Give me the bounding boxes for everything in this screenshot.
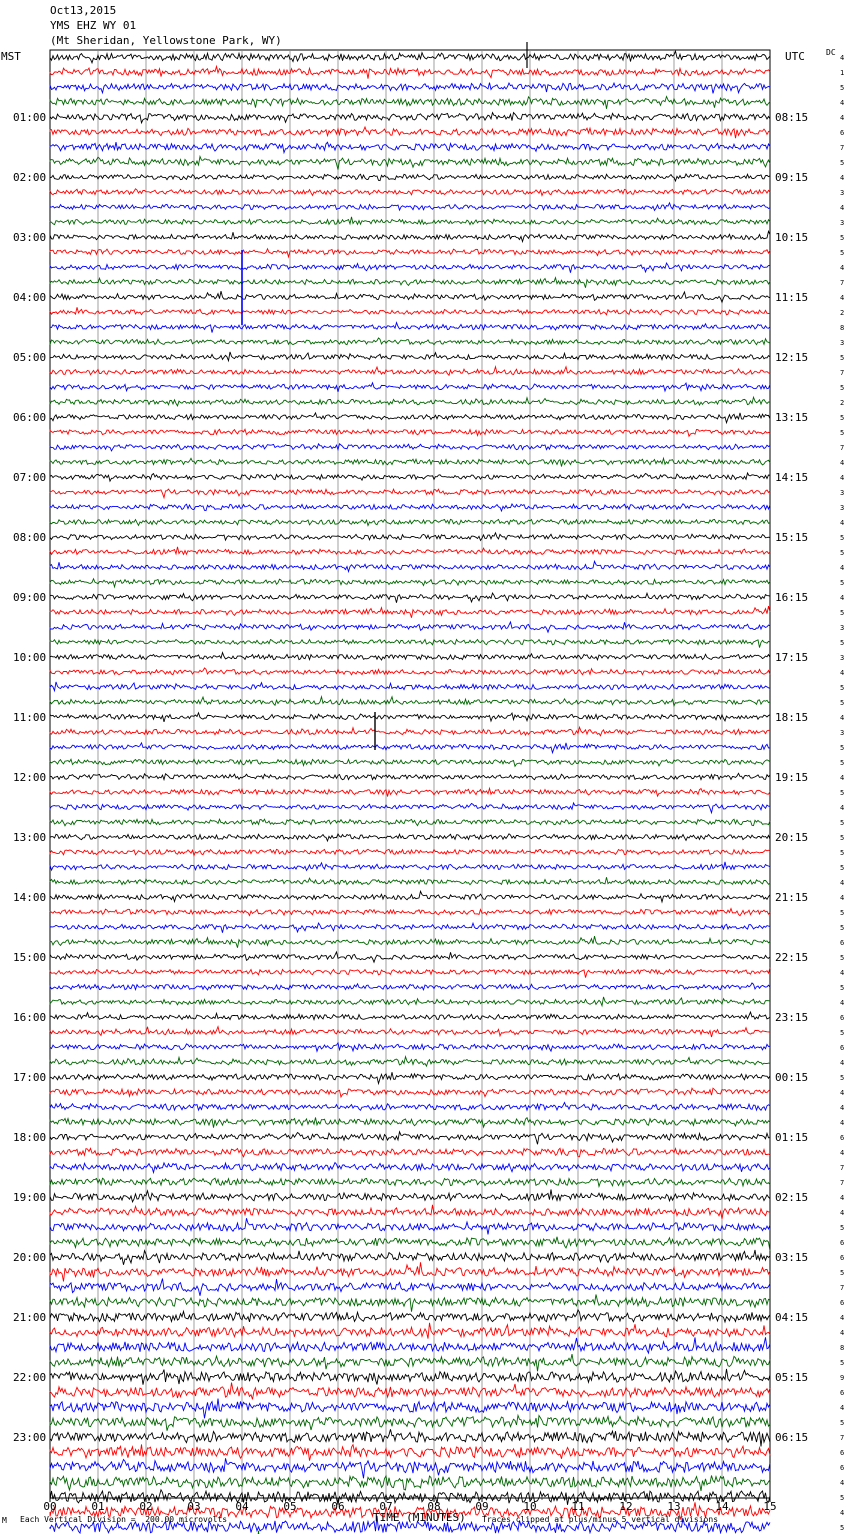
dc-offset-value: 6 <box>840 1044 845 1052</box>
trace-line <box>50 862 770 871</box>
trace-line <box>50 83 770 94</box>
x-tick-label: 14 <box>715 1500 729 1513</box>
trace-line <box>50 997 770 1006</box>
dc-offset-value: 6 <box>840 1299 845 1307</box>
dc-offset-value: 2 <box>840 399 845 407</box>
dc-offset-value: 4 <box>840 969 845 977</box>
utc-hour-label: 15:15 <box>775 531 809 544</box>
dc-offset-value: 4 <box>840 204 845 212</box>
utc-hour-label: 12:15 <box>775 351 809 364</box>
dc-offset-value: 5 <box>840 1359 845 1367</box>
dc-offset-value: 3 <box>840 339 845 347</box>
trace-line <box>50 1262 770 1281</box>
dc-offset-value: 7 <box>840 144 845 152</box>
trace-line <box>50 640 770 648</box>
trace-line <box>50 1279 770 1296</box>
trace-line <box>50 1323 770 1339</box>
trace-line <box>50 1163 770 1173</box>
dc-offset-value: 4 <box>840 564 845 572</box>
mst-hour-label: 04:00 <box>13 291 47 304</box>
trace-line <box>50 653 770 660</box>
mst-hour-label: 21:00 <box>13 1311 47 1324</box>
mst-hour-label: 18:00 <box>13 1131 47 1144</box>
dc-offset-value: 4 <box>840 879 845 887</box>
utc-hour-label: 01:15 <box>775 1131 809 1144</box>
x-tick-label: 06 <box>331 1500 345 1513</box>
dc-offset-value: 5 <box>840 789 845 797</box>
trace-line <box>50 458 770 466</box>
dc-offset-value: 9 <box>840 1374 845 1382</box>
dc-offset-value: 4 <box>840 669 845 677</box>
dc-offset-value: 6 <box>840 1254 845 1262</box>
dc-offset-value: 6 <box>840 1389 845 1397</box>
trace-line <box>50 697 770 706</box>
trace-line <box>50 429 770 436</box>
dc-offset-value: 5 <box>840 414 845 422</box>
dc-offset-value: 4 <box>840 894 845 902</box>
dc-offset-value: 8 <box>840 1344 845 1352</box>
trace-line <box>50 367 770 376</box>
mst-hour-label: 09:00 <box>13 591 47 604</box>
trace-line <box>50 97 770 109</box>
dc-offset-value: 7 <box>840 1434 845 1442</box>
dc-offset-value: 5 <box>840 924 845 932</box>
dc-offset-value: 1 <box>840 69 845 77</box>
mst-hour-label: 13:00 <box>13 831 47 844</box>
dc-offset-value: 6 <box>840 1449 845 1457</box>
dc-offset-value: 7 <box>840 369 845 377</box>
utc-hour-label: 17:15 <box>775 651 809 664</box>
trace-line <box>50 1458 770 1478</box>
trace-line <box>50 397 770 406</box>
mst-hour-label: 05:00 <box>13 351 47 364</box>
trace-line <box>50 759 770 766</box>
utc-hour-label: 04:15 <box>775 1311 809 1324</box>
trace-line <box>50 593 770 603</box>
dc-offset-value: 4 <box>840 114 845 122</box>
trace-line <box>50 983 770 990</box>
trace-line <box>50 952 770 962</box>
dc-offset-value: 5 <box>840 954 845 962</box>
utc-hour-label: 21:15 <box>775 891 809 904</box>
trace-line <box>50 473 770 481</box>
trace-line <box>50 1383 770 1400</box>
mst-hour-label: 15:00 <box>13 951 47 964</box>
dc-offset-value: 4 <box>840 99 845 107</box>
x-tick-label: 02 <box>139 1500 153 1513</box>
trace-line <box>50 1205 770 1219</box>
dc-offset-value: 4 <box>840 1314 845 1322</box>
dc-offset-value: 5 <box>840 699 845 707</box>
trace-line <box>50 203 770 211</box>
mst-hour-label: 17:00 <box>13 1071 47 1084</box>
utc-hour-label: 09:15 <box>775 171 809 184</box>
dc-offset-value: 5 <box>840 609 845 617</box>
dc-offset-value: 5 <box>840 1269 845 1277</box>
trace-line <box>50 622 770 632</box>
trace-line <box>50 1354 770 1371</box>
x-tick-label: 05 <box>283 1500 297 1513</box>
dc-offset-value: 7 <box>840 1179 845 1187</box>
trace-line <box>50 1490 770 1505</box>
utc-hour-label: 14:15 <box>775 471 809 484</box>
dc-offset-value: 4 <box>840 1404 845 1412</box>
trace-line <box>50 1295 770 1312</box>
utc-hour-label: 03:15 <box>775 1251 809 1264</box>
dc-offset-value: 5 <box>840 1224 845 1232</box>
x-tick-label: 01 <box>91 1500 105 1513</box>
dc-offset-value: 5 <box>840 534 845 542</box>
utc-hour-label: 16:15 <box>775 591 809 604</box>
trace-line <box>50 891 770 902</box>
trace-line <box>50 504 770 511</box>
mst-hour-label: 07:00 <box>13 471 47 484</box>
x-tick-label: 03 <box>187 1500 201 1513</box>
dc-offset-value: 5 <box>840 429 845 437</box>
x-axis-title: TIME (MINUTES) <box>373 1511 466 1524</box>
dc-offset-value: 4 <box>840 1209 845 1217</box>
dc-offset-value: 5 <box>840 849 845 857</box>
trace-line <box>50 174 770 181</box>
dc-offset-value: 5 <box>840 744 845 752</box>
trace-line <box>50 1310 770 1322</box>
mst-hour-label: 23:00 <box>13 1431 47 1444</box>
trace-line <box>50 51 770 63</box>
dc-offset-value: 2 <box>840 309 845 317</box>
x-tick-label: 04 <box>235 1500 249 1513</box>
trace-line <box>50 142 770 153</box>
mst-hour-label: 10:00 <box>13 651 47 664</box>
header-date: Oct13,2015 <box>50 4 117 17</box>
utc-hour-label: 19:15 <box>775 771 809 784</box>
trace-line <box>50 489 770 498</box>
mst-label: MST <box>1 50 21 63</box>
header-location: (Mt Sheridan, Yellowstone Park, WY) <box>50 34 282 47</box>
utc-hour-label: 10:15 <box>775 231 809 244</box>
dc-offset-value: 3 <box>840 219 845 227</box>
dc-offset-value: 6 <box>840 1464 845 1472</box>
dc-offset-value: 4 <box>840 774 845 782</box>
utc-hour-label: 05:15 <box>775 1371 809 1384</box>
utc-hour-label: 11:15 <box>775 291 809 304</box>
mst-hour-label: 11:00 <box>13 711 47 724</box>
trace-line <box>50 547 770 555</box>
dc-offset-value: 5 <box>840 384 845 392</box>
trace-line <box>50 1148 770 1157</box>
utc-hour-label: 06:15 <box>775 1431 809 1444</box>
trace-line <box>50 1399 770 1419</box>
trace-line <box>50 113 770 123</box>
trace-line <box>50 157 770 170</box>
dc-offset-value: 7 <box>840 1284 845 1292</box>
dc-offset-value: 4 <box>840 594 845 602</box>
x-tick-label: 13 <box>667 1500 681 1513</box>
dc-offset-value: 4 <box>840 1104 845 1112</box>
utc-hour-label: 02:15 <box>775 1191 809 1204</box>
utc-label: UTC <box>785 50 805 63</box>
utc-hour-label: 23:15 <box>775 1011 809 1024</box>
dc-offset-value: 4 <box>840 474 845 482</box>
header-station: YMS EHZ WY 01 <box>50 19 137 32</box>
dc-offset-value: 4 <box>840 1509 845 1517</box>
x-tick-label: 11 <box>571 1500 585 1513</box>
trace-line <box>50 788 770 796</box>
trace-line <box>50 1072 770 1083</box>
trace-line <box>50 189 770 196</box>
trace-line <box>50 727 770 736</box>
dc-offset-value: 4 <box>840 54 845 62</box>
trace-line <box>50 278 770 288</box>
trace-line <box>50 1012 770 1020</box>
dc-offset-value: 5 <box>840 1494 845 1502</box>
x-tick-label: 08 <box>427 1500 441 1513</box>
dc-offset-value: 5 <box>840 759 845 767</box>
trace-line <box>50 877 770 885</box>
dc-label: DC <box>826 48 836 57</box>
dc-offset-value: 5 <box>840 354 845 362</box>
utc-hour-label: 08:15 <box>775 111 809 124</box>
dc-offset-value: 6 <box>840 1134 845 1142</box>
dc-offset-value: 5 <box>840 909 845 917</box>
dc-offset-value: 5 <box>840 579 845 587</box>
trace-line <box>50 307 770 315</box>
footer-mark: M <box>2 1516 7 1525</box>
dc-offset-value: 4 <box>840 1119 845 1127</box>
trace-line <box>50 1369 770 1385</box>
dc-offset-value: 5 <box>840 864 845 872</box>
x-tick-label: 00 <box>43 1500 57 1513</box>
dc-offset-value: 5 <box>840 84 845 92</box>
dc-offset-value: 4 <box>840 714 845 722</box>
trace-line <box>50 338 770 345</box>
dc-offset-value: 4 <box>840 1149 845 1157</box>
trace-line <box>50 249 770 257</box>
dc-offset-value: 3 <box>840 504 845 512</box>
dc-offset-value: 5 <box>840 639 845 647</box>
mst-hour-label: 02:00 <box>13 171 47 184</box>
trace-line <box>50 1057 770 1066</box>
trace-line <box>50 606 770 618</box>
dc-offset-value: 4 <box>840 1194 845 1202</box>
dc-offset-value: 4 <box>840 1329 845 1337</box>
trace-line <box>50 1027 770 1037</box>
trace-line <box>50 533 770 541</box>
dc-offset-value: 4 <box>840 294 845 302</box>
trace-line <box>50 668 770 675</box>
trace-line <box>50 819 770 826</box>
dc-offset-value: 5 <box>840 549 845 557</box>
dc-offset-value: 4 <box>840 459 845 467</box>
trace-line <box>50 1415 770 1430</box>
trace-line <box>50 743 770 753</box>
dc-offset-value: 5 <box>840 1074 845 1082</box>
utc-hour-label: 18:15 <box>775 711 809 724</box>
dc-offset-value: 5 <box>840 1524 845 1532</box>
trace-line <box>50 1190 770 1202</box>
mst-hour-label: 12:00 <box>13 771 47 784</box>
utc-hour-label: 20:15 <box>775 831 809 844</box>
mst-hour-label: 08:00 <box>13 531 47 544</box>
trace-line <box>50 834 770 841</box>
dc-offset-value: 6 <box>840 939 845 947</box>
mst-hour-label: 22:00 <box>13 1371 47 1384</box>
trace-line <box>50 1444 770 1460</box>
trace-line <box>50 263 770 273</box>
trace-line <box>50 1103 770 1111</box>
trace-line <box>50 923 770 933</box>
trace-line <box>50 519 770 525</box>
dc-offset-value: 5 <box>840 1029 845 1037</box>
dc-offset-value: 6 <box>840 1014 845 1022</box>
trace-line <box>50 1250 770 1265</box>
dc-offset-value: 3 <box>840 189 845 197</box>
mst-hour-label: 20:00 <box>13 1251 47 1264</box>
trace-line <box>50 352 770 361</box>
trace-line <box>50 127 770 138</box>
dc-offset-value: 3 <box>840 654 845 662</box>
utc-hour-label: 22:15 <box>775 951 809 964</box>
trace-line <box>50 231 770 241</box>
dc-offset-value: 4 <box>840 174 845 182</box>
trace-line <box>50 323 770 333</box>
trace-line <box>50 217 770 225</box>
trace-line <box>50 1132 770 1145</box>
trace-line <box>50 713 770 722</box>
trace-line <box>50 383 770 392</box>
trace-line <box>50 682 770 691</box>
trace-line <box>50 773 770 779</box>
dc-offset-value: 3 <box>840 489 845 497</box>
trace-line <box>50 803 770 813</box>
dc-offset-value: 7 <box>840 444 845 452</box>
dc-offset-value: 4 <box>840 1089 845 1097</box>
mst-hour-label: 01:00 <box>13 111 47 124</box>
x-tick-label: 15 <box>763 1500 777 1513</box>
x-tick-label: 07 <box>379 1500 393 1513</box>
dc-offset-value: 4 <box>840 1059 845 1067</box>
utc-hour-label: 13:15 <box>775 411 809 424</box>
dc-offset-value: 4 <box>840 804 845 812</box>
trace-line <box>50 413 770 423</box>
trace-line <box>50 1429 770 1446</box>
utc-hour-label: 00:15 <box>775 1071 809 1084</box>
dc-offset-value: 5 <box>840 234 845 242</box>
dc-offset-value: 5 <box>840 984 845 992</box>
trace-line <box>50 849 770 855</box>
dc-offset-value: 7 <box>840 279 845 287</box>
trace-line <box>50 968 770 978</box>
trace-line <box>50 1178 770 1186</box>
trace-line <box>50 909 770 916</box>
trace-line <box>50 1476 770 1491</box>
x-tick-label: 10 <box>523 1500 537 1513</box>
dc-offset-value: 5 <box>840 159 845 167</box>
dc-offset-value: 4 <box>840 519 845 527</box>
dc-offset-value: 6 <box>840 1239 845 1247</box>
trace-line <box>50 1237 770 1251</box>
dc-offset-value: 7 <box>840 1164 845 1172</box>
x-tick-label: 12 <box>619 1500 633 1513</box>
dc-offset-value: 5 <box>840 819 845 827</box>
mst-hour-label: 14:00 <box>13 891 47 904</box>
footer-clip: Traces clipped at plus/minus 5 vertical divisions <box>482 1515 719 1524</box>
footer-scale: Each Vertical Division = 200.00 microvolts <box>20 1515 228 1524</box>
mst-hour-label: 19:00 <box>13 1191 47 1204</box>
dc-offset-value: 6 <box>840 129 845 137</box>
trace-line <box>50 579 770 587</box>
dc-offset-value: 4 <box>840 264 845 272</box>
dc-offset-value: 4 <box>840 1479 845 1487</box>
mst-hour-label: 16:00 <box>13 1011 47 1024</box>
x-tick-label: 09 <box>475 1500 489 1513</box>
mst-hour-label: 06:00 <box>13 411 47 424</box>
dc-offset-value: 5 <box>840 249 845 257</box>
trace-line <box>50 1218 770 1234</box>
mst-hour-label: 03:00 <box>13 231 47 244</box>
trace-line <box>50 66 770 78</box>
trace-line <box>50 1118 770 1128</box>
dc-offset-value: 5 <box>840 1419 845 1427</box>
trace-line <box>50 936 770 948</box>
trace-line <box>50 1337 770 1353</box>
trace-line <box>50 561 770 571</box>
dc-offset-value: 5 <box>840 834 845 842</box>
dc-offset-value: 3 <box>840 624 845 632</box>
dc-offset-value: 4 <box>840 999 845 1007</box>
trace-line <box>50 1043 770 1051</box>
plot-frame <box>50 50 770 1498</box>
trace-line <box>50 444 770 451</box>
trace-line <box>50 291 770 302</box>
dc-offset-value: 8 <box>840 324 845 332</box>
dc-offset-value: 3 <box>840 729 845 737</box>
dc-offset-value: 5 <box>840 684 845 692</box>
trace-line <box>50 1088 770 1097</box>
